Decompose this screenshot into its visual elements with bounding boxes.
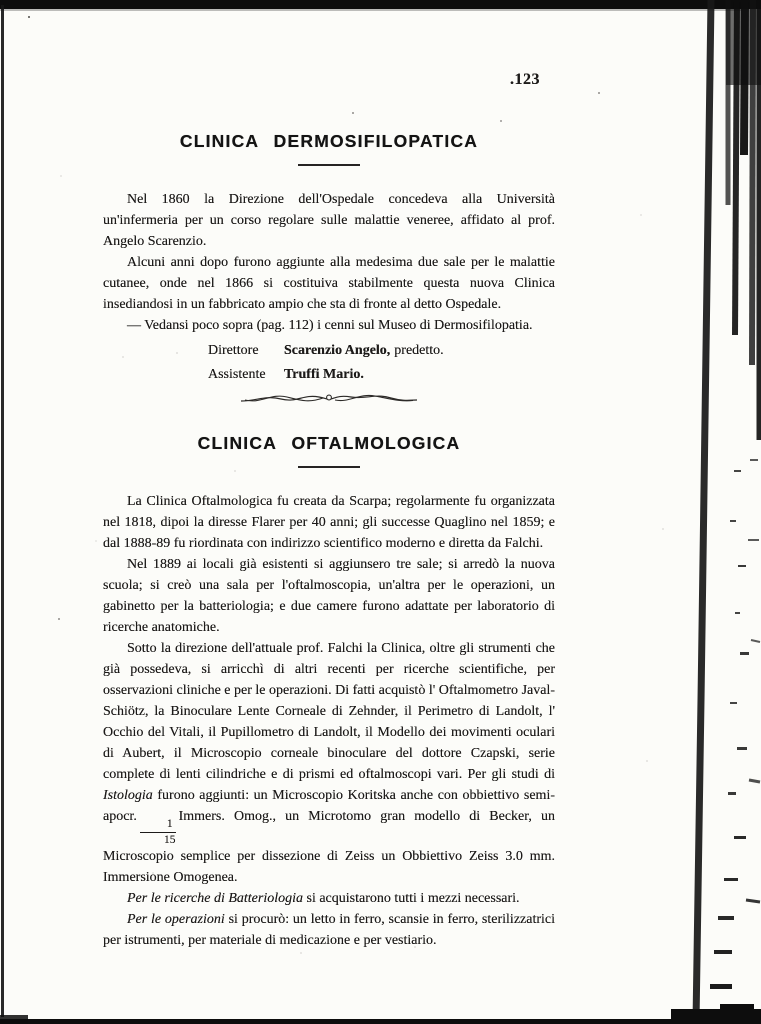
text-run: si procurò: un letto in ferro, scansie in ferro, sterilizzatrici per istrumenti, per materiale di medicazione e per vestiario. <box>103 912 555 948</box>
staff-row-direttore <box>208 339 555 363</box>
scan-noise-speckles <box>0 0 2 2</box>
staff-row-assistente <box>208 363 555 387</box>
fraction-numerator: 1 <box>140 819 176 833</box>
divider-flourish-icon <box>239 389 419 409</box>
paragraph-operazioni <box>103 909 555 951</box>
staff-role: Direttore <box>208 343 259 358</box>
paragraph: Nel 1889 ai locali già esistenti si aggiunsero tre sale; si arredò la nuova scuola; si creò una sala per l'oftalmoscopia, un'altra per le operazioni, un gabinetto per la batteriologia; e due camere furono adattate per laboratorio di ricerche anatomiche. <box>103 557 555 635</box>
paragraph: La Clinica Oftalmologica fu creata da Scarpa; regolarmente fu organizzata nel 1818, dipoi la diresse Flarer per 40 anni; gli successe Quaglino nel 1859; e dal 1888-89 fu riordinata con indirizzo scientifico moderno e diretta da Falchi. <box>103 494 555 551</box>
scan-left-edge-line <box>1 5 4 1017</box>
paragraph: Alcuni anni dopo furono aggiunte alla medesima due sale per le malattie cutanee, onde nel 1866 si costituiva stabilmente questa nuova Clinica insediandosi in un fabbricato ampio che sta di fronte al detto Ospedale. <box>103 255 555 312</box>
staff-entry <box>284 363 555 387</box>
text-run: Immers. Omog., un Microtomo gran modello di Becker, un Microscopio semplice per dissezione di Zeiss un Obbiettivo Zeiss 3.0 mm. Immersione Omogenea. <box>103 809 555 885</box>
staff-list <box>208 339 555 387</box>
text-run-italic: Per le ricerche di Batteriologia <box>127 891 303 906</box>
staff-suffix: predetto. <box>394 343 444 358</box>
text-run: Sotto la direzione dell'attuale prof. Falchi la Clinica, oltre gli strumenti che già possedeva, si arricchì di altri recenti per ricerche scientifiche, per osservazioni cliniche e per le operazioni. Di fatti acquistò l' Oftalmometro Javal-Schiötz, la Binoculare Lente Corneale di Zehnder, il Perimetro di Landolt, l' Occhio del Vitali, il Pupillometro di Landolt, il Modello dei movimenti oculari di Aubert, il Microscopio corneale binoculare del dottore Czapski, serie complete di lenti cilindriche e di prismi ed oftalmoscopi vari. Per gli studi di <box>103 641 555 782</box>
fraction-denominator: 15 <box>163 833 176 846</box>
paragraph-batteriologia <box>103 888 555 909</box>
paragraph: — Vedansi poco sopra (pag. 112) i cenni sul Museo di Dermosifilopatia. <box>127 318 533 333</box>
staff-entry <box>284 339 555 363</box>
scan-top-edge <box>0 0 761 9</box>
scan-bottom-edge <box>0 1019 761 1024</box>
scan-gutter-binding-artifacts <box>680 0 761 1024</box>
title-rule <box>298 466 360 468</box>
title-rule <box>298 164 360 166</box>
staff-name: Scarenzio Angelo, <box>284 343 391 358</box>
staff-role: Assistente <box>208 367 266 382</box>
section-title-dermosifilopatica: CLINICA DERMOSIFILOPATICA <box>179 131 479 151</box>
staff-name: Truffi Mario. <box>284 367 364 382</box>
text-run: si acquistarono tutti i mezzi necessari. <box>303 891 520 906</box>
fraction-1-15 <box>140 819 176 846</box>
page-content <box>103 131 555 951</box>
scan-bottom-right-corner <box>671 1009 761 1024</box>
scan-bottom-left-corner <box>0 1015 28 1024</box>
scan-top-edge-shadow <box>0 9 741 11</box>
section-title-oftalmologica: CLINICA OFTALMOLOGICA <box>197 433 461 453</box>
page-number: .123 <box>510 71 540 88</box>
text-run-italic: Per le operazioni <box>127 912 225 927</box>
paragraph-instruments <box>103 638 555 888</box>
paragraph: Nel 1860 la Direzione dell'Ospedale concedeva alla Università un'infermeria per un corso regolare sulle malattie veneree, affidato al prof. Angelo Scarenzio. <box>103 192 555 249</box>
text-run: furono aggiunti: un Microscopio Koritska anche con obbiettivo semi-apocr. <box>103 788 555 824</box>
text-run-italic: Istologia <box>103 788 153 803</box>
